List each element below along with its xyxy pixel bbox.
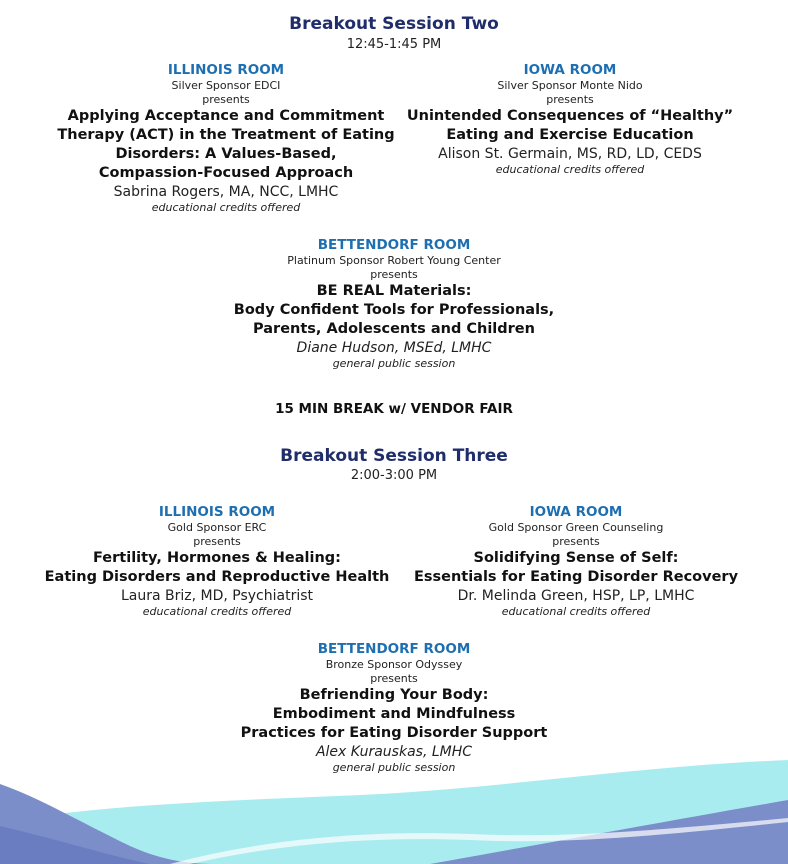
speaker-name: Alison St. Germain, MS, RD, LD, CEDS bbox=[438, 146, 702, 162]
session-two-title: Breakout Session Two bbox=[289, 14, 499, 34]
s2-bettendorf-block bbox=[194, 237, 594, 371]
s2-iowa-block bbox=[370, 62, 770, 177]
session-note: general public session bbox=[332, 761, 456, 774]
talk-title-line: Applying Acceptance and Commitment bbox=[67, 108, 385, 124]
talk-title-line: Solidifying Sense of Self: bbox=[473, 550, 679, 566]
sponsor-line: Bronze Sponsor Odyssey bbox=[325, 658, 463, 671]
s3-illinois-block bbox=[17, 504, 417, 619]
room-name: BETTENDORF ROOM bbox=[317, 641, 471, 657]
session-note: educational credits offered bbox=[151, 201, 301, 214]
presents-label: presents bbox=[202, 93, 250, 106]
talk-title-line: Body Confident Tools for Professionals, bbox=[233, 302, 555, 318]
talk-title-line: BE REAL Materials: bbox=[316, 283, 472, 299]
talk-title-line: Parents, Adolescents and Children bbox=[253, 321, 535, 337]
room-name: ILLINOIS ROOM bbox=[158, 504, 276, 520]
presents-label: presents bbox=[370, 268, 418, 281]
talk-title bbox=[17, 549, 417, 587]
sponsor-line: Gold Sponsor ERC bbox=[167, 521, 267, 534]
talk-title bbox=[26, 107, 426, 183]
talk-title-line: Compassion-Focused Approach bbox=[98, 165, 354, 181]
talk-title-line: Befriending Your Body: bbox=[299, 687, 489, 703]
presents-label: presents bbox=[370, 672, 418, 685]
talk-title bbox=[194, 686, 594, 743]
talk-title-line: Unintended Consequences of “Healthy” bbox=[406, 108, 734, 124]
room-name: ILLINOIS ROOM bbox=[167, 62, 285, 78]
talk-title-line: Therapy (ACT) in the Treatment of Eating bbox=[57, 127, 395, 143]
presents-label: presents bbox=[193, 535, 241, 548]
sponsor-line: Gold Sponsor Green Counseling bbox=[488, 521, 664, 534]
s2-illinois-block bbox=[26, 62, 426, 215]
talk-title-line: Fertility, Hormones & Healing: bbox=[92, 550, 341, 566]
talk-title-line: Essentials for Eating Disorder Recovery bbox=[413, 569, 739, 585]
talk-title-line: Practices for Eating Disorder Support bbox=[240, 725, 548, 741]
sponsor-line: Silver Sponsor Monte Nido bbox=[497, 79, 643, 92]
room-name: IOWA ROOM bbox=[529, 504, 623, 520]
decorative-waves bbox=[0, 760, 788, 864]
talk-title bbox=[370, 107, 770, 145]
session-note: educational credits offered bbox=[495, 163, 645, 176]
sponsor-line: Silver Sponsor EDCI bbox=[171, 79, 281, 92]
s3-iowa-block bbox=[376, 504, 776, 619]
speaker-name: Sabrina Rogers, MA, NCC, LMHC bbox=[113, 184, 339, 200]
speaker-name: Dr. Melinda Green, HSP, LP, LMHC bbox=[457, 588, 695, 604]
speaker-name: Diane Hudson, MSEd, LMHC bbox=[296, 340, 492, 356]
room-name: IOWA ROOM bbox=[523, 62, 617, 78]
talk-title bbox=[376, 549, 776, 587]
presents-label: presents bbox=[546, 93, 594, 106]
talk-title-line: Embodiment and Mindfulness bbox=[272, 706, 516, 722]
talk-title-line: Eating Disorders and Reproductive Health bbox=[44, 569, 390, 585]
speaker-name: Laura Briz, MD, Psychiatrist bbox=[120, 588, 314, 604]
talk-title-line: Disorders: A Values-Based, bbox=[115, 146, 337, 162]
talk-title bbox=[194, 282, 594, 339]
break-notice: 15 MIN BREAK w/ VENDOR FAIR bbox=[275, 401, 513, 417]
session-three-title: Breakout Session Three bbox=[280, 446, 508, 466]
room-name: BETTENDORF ROOM bbox=[317, 237, 471, 253]
presents-label: presents bbox=[552, 535, 600, 548]
session-three-time: 2:00-3:00 PM bbox=[350, 468, 438, 483]
session-note: general public session bbox=[332, 357, 456, 370]
talk-title-line: Eating and Exercise Education bbox=[446, 127, 694, 143]
speaker-name: Alex Kurauskas, LMHC bbox=[315, 744, 473, 760]
session-note: educational credits offered bbox=[501, 605, 651, 618]
session-two-time: 12:45-1:45 PM bbox=[346, 37, 442, 52]
session-note: educational credits offered bbox=[142, 605, 292, 618]
s3-bettendorf-block bbox=[194, 641, 594, 775]
sponsor-line: Platinum Sponsor Robert Young Center bbox=[287, 254, 501, 267]
